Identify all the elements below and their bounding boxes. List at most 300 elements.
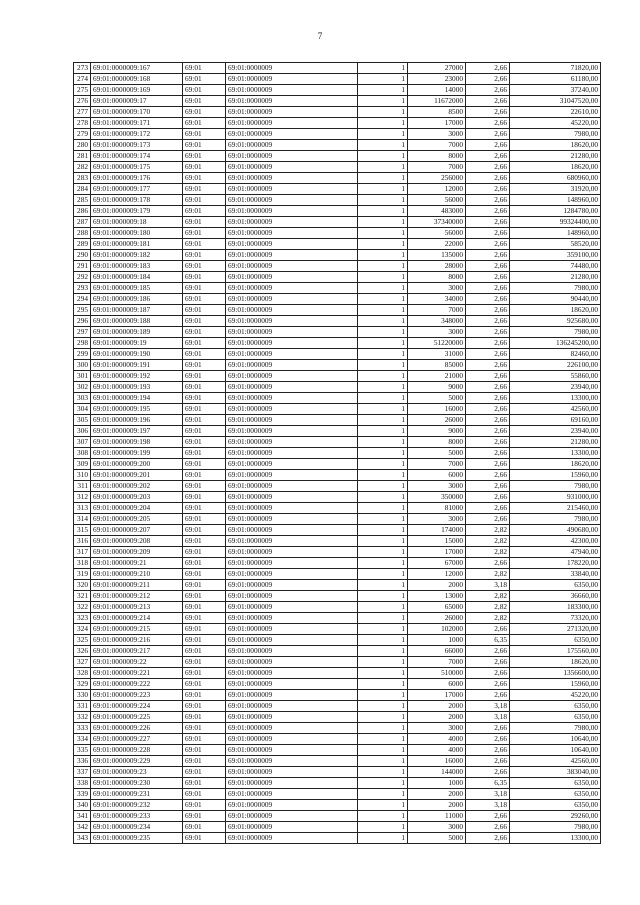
cadastral-value-cell: 18620,00 — [510, 657, 601, 668]
row-number-cell: 321 — [74, 591, 91, 602]
quarter-number-cell: 69:01:0000009 — [226, 800, 358, 811]
count-cell: 1 — [358, 360, 408, 371]
district-code-cell: 69:01 — [183, 701, 226, 712]
table-row — [74, 701, 601, 712]
table-row — [74, 305, 601, 316]
quarter-number-cell: 69:01:0000009 — [226, 393, 358, 404]
cadastral-value-cell: 10640,00 — [510, 734, 601, 745]
row-number-cell: 274 — [74, 74, 91, 85]
row-number-cell: 310 — [74, 470, 91, 481]
row-number-cell: 273 — [74, 63, 91, 74]
quarter-number-cell: 69:01:0000009 — [226, 96, 358, 107]
cadastral-number-cell: 69:01:0000009:205 — [91, 514, 183, 525]
cadastral-value-cell: 42300,00 — [510, 536, 601, 547]
quarter-number-cell: 69:01:0000009 — [226, 778, 358, 789]
district-code-cell: 69:01 — [183, 294, 226, 305]
district-code-cell: 69:01 — [183, 514, 226, 525]
cadastral-value-cell: 931000,00 — [510, 492, 601, 503]
row-number-cell: 311 — [74, 481, 91, 492]
district-code-cell: 69:01 — [183, 217, 226, 228]
area-cell: 6000 — [408, 470, 466, 481]
specific-value-cell: 2,66 — [466, 272, 510, 283]
quarter-number-cell: 69:01:0000009 — [226, 789, 358, 800]
quarter-number-cell: 69:01:0000009 — [226, 195, 358, 206]
area-cell: 8000 — [408, 437, 466, 448]
specific-value-cell: 2,66 — [466, 360, 510, 371]
cadastral-value-cell: 82460,00 — [510, 349, 601, 360]
cadastral-value-cell: 6350,00 — [510, 635, 601, 646]
specific-value-cell: 2,66 — [466, 371, 510, 382]
quarter-number-cell: 69:01:0000009 — [226, 272, 358, 283]
area-cell: 9000 — [408, 382, 466, 393]
specific-value-cell: 2,66 — [466, 459, 510, 470]
cadastral-number-cell: 69:01:0000009:194 — [91, 393, 183, 404]
table-row — [74, 195, 601, 206]
specific-value-cell: 2,82 — [466, 569, 510, 580]
area-cell: 65000 — [408, 602, 466, 613]
quarter-number-cell: 69:01:0000009 — [226, 184, 358, 195]
district-code-cell: 69:01 — [183, 437, 226, 448]
quarter-number-cell: 69:01:0000009 — [226, 371, 358, 382]
specific-value-cell: 2,66 — [466, 283, 510, 294]
row-number-cell: 283 — [74, 173, 91, 184]
district-code-cell: 69:01 — [183, 734, 226, 745]
area-cell: 12000 — [408, 569, 466, 580]
area-cell: 26000 — [408, 415, 466, 426]
table-row — [74, 800, 601, 811]
district-code-cell: 69:01 — [183, 349, 226, 360]
count-cell: 1 — [358, 668, 408, 679]
count-cell: 1 — [358, 547, 408, 558]
cadastral-number-cell: 69:01:0000009:200 — [91, 459, 183, 470]
cadastral-value-cell: 178220,00 — [510, 558, 601, 569]
cadastral-value-cell: 215460,00 — [510, 503, 601, 514]
row-number-cell: 328 — [74, 668, 91, 679]
area-cell: 7000 — [408, 459, 466, 470]
quarter-number-cell: 69:01:0000009 — [226, 734, 358, 745]
area-cell: 7000 — [408, 305, 466, 316]
quarter-number-cell: 69:01:0000009 — [226, 162, 358, 173]
count-cell: 1 — [358, 800, 408, 811]
district-code-cell: 69:01 — [183, 338, 226, 349]
quarter-number-cell: 69:01:0000009 — [226, 503, 358, 514]
cadastral-number-cell: 69:01:0000009:217 — [91, 646, 183, 657]
quarter-number-cell: 69:01:0000009 — [226, 437, 358, 448]
quarter-number-cell: 69:01:0000009 — [226, 283, 358, 294]
cadastral-number-cell: 69:01:0000009:215 — [91, 624, 183, 635]
table-row — [74, 613, 601, 624]
cadastral-number-cell: 69:01:0000009:175 — [91, 162, 183, 173]
table-row — [74, 250, 601, 261]
cadastral-value-cell: 6350,00 — [510, 580, 601, 591]
count-cell: 1 — [358, 338, 408, 349]
table-row — [74, 833, 601, 844]
quarter-number-cell: 69:01:0000009 — [226, 690, 358, 701]
row-number-cell: 298 — [74, 338, 91, 349]
table-row — [74, 415, 601, 426]
table-row — [74, 602, 601, 613]
quarter-number-cell: 69:01:0000009 — [226, 514, 358, 525]
area-cell: 66000 — [408, 646, 466, 657]
count-cell: 1 — [358, 767, 408, 778]
quarter-number-cell: 69:01:0000009 — [226, 470, 358, 481]
cadastral-number-cell: 69:01:0000009:184 — [91, 272, 183, 283]
cadastral-value-cell: 71820,00 — [510, 63, 601, 74]
row-number-cell: 339 — [74, 789, 91, 800]
cadastral-number-cell: 69:01:0000009:216 — [91, 635, 183, 646]
count-cell: 1 — [358, 591, 408, 602]
area-cell: 4000 — [408, 734, 466, 745]
district-code-cell: 69:01 — [183, 569, 226, 580]
table-row — [74, 723, 601, 734]
cadastral-number-cell: 69:01:0000009:223 — [91, 690, 183, 701]
quarter-number-cell: 69:01:0000009 — [226, 151, 358, 162]
count-cell: 1 — [358, 613, 408, 624]
row-number-cell: 284 — [74, 184, 91, 195]
count-cell: 1 — [358, 404, 408, 415]
specific-value-cell: 2,66 — [466, 217, 510, 228]
specific-value-cell: 2,66 — [466, 151, 510, 162]
district-code-cell: 69:01 — [183, 635, 226, 646]
specific-value-cell: 2,82 — [466, 525, 510, 536]
cadastral-number-cell: 69:01:0000009:176 — [91, 173, 183, 184]
row-number-cell: 292 — [74, 272, 91, 283]
area-cell: 27000 — [408, 63, 466, 74]
district-code-cell: 69:01 — [183, 261, 226, 272]
row-number-cell: 291 — [74, 261, 91, 272]
count-cell: 1 — [358, 811, 408, 822]
table-body — [74, 63, 601, 844]
table-row — [74, 437, 601, 448]
cadastral-number-cell: 69:01:0000009:234 — [91, 822, 183, 833]
table-row — [74, 712, 601, 723]
district-code-cell: 69:01 — [183, 833, 226, 844]
area-cell: 8000 — [408, 272, 466, 283]
count-cell: 1 — [358, 481, 408, 492]
cadastral-number-cell: 69:01:0000009:208 — [91, 536, 183, 547]
cadastral-number-cell: 69:01:0000009:228 — [91, 745, 183, 756]
area-cell: 2000 — [408, 712, 466, 723]
cadastral-value-cell: 90440,00 — [510, 294, 601, 305]
cadastral-value-cell: 175560,00 — [510, 646, 601, 657]
table-row — [74, 96, 601, 107]
cadastral-value-cell: 47940,00 — [510, 547, 601, 558]
district-code-cell: 69:01 — [183, 129, 226, 140]
table-row — [74, 107, 601, 118]
quarter-number-cell: 69:01:0000009 — [226, 536, 358, 547]
district-code-cell: 69:01 — [183, 459, 226, 470]
cadastral-number-cell: 69:01:0000009:195 — [91, 404, 183, 415]
area-cell: 7000 — [408, 657, 466, 668]
area-cell: 3000 — [408, 514, 466, 525]
district-code-cell: 69:01 — [183, 63, 226, 74]
district-code-cell: 69:01 — [183, 536, 226, 547]
count-cell: 1 — [358, 426, 408, 437]
district-code-cell: 69:01 — [183, 184, 226, 195]
cadastral-value-cell: 7980,00 — [510, 514, 601, 525]
count-cell: 1 — [358, 118, 408, 129]
table-row — [74, 118, 601, 129]
cadastral-number-cell: 69:01:0000009:230 — [91, 778, 183, 789]
specific-value-cell: 2,82 — [466, 602, 510, 613]
district-code-cell: 69:01 — [183, 305, 226, 316]
row-number-cell: 325 — [74, 635, 91, 646]
area-cell: 22000 — [408, 239, 466, 250]
table-row — [74, 162, 601, 173]
table-row — [74, 822, 601, 833]
quarter-number-cell: 69:01:0000009 — [226, 745, 358, 756]
row-number-cell: 320 — [74, 580, 91, 591]
cadastral-value-cell: 7980,00 — [510, 723, 601, 734]
count-cell: 1 — [358, 96, 408, 107]
area-cell: 28000 — [408, 261, 466, 272]
district-code-cell: 69:01 — [183, 602, 226, 613]
quarter-number-cell: 69:01:0000009 — [226, 74, 358, 85]
district-code-cell: 69:01 — [183, 723, 226, 734]
specific-value-cell: 2,66 — [466, 481, 510, 492]
specific-value-cell: 2,82 — [466, 536, 510, 547]
quarter-number-cell: 69:01:0000009 — [226, 811, 358, 822]
district-code-cell: 69:01 — [183, 382, 226, 393]
district-code-cell: 69:01 — [183, 679, 226, 690]
specific-value-cell: 3,18 — [466, 712, 510, 723]
area-cell: 135000 — [408, 250, 466, 261]
table-row — [74, 668, 601, 679]
area-cell: 256000 — [408, 173, 466, 184]
specific-value-cell: 2,66 — [466, 679, 510, 690]
table-row — [74, 778, 601, 789]
cadastral-number-cell: 69:01:0000009:212 — [91, 591, 183, 602]
table-row — [74, 767, 601, 778]
row-number-cell: 319 — [74, 569, 91, 580]
specific-value-cell: 6,35 — [466, 635, 510, 646]
table-row — [74, 646, 601, 657]
quarter-number-cell: 69:01:0000009 — [226, 63, 358, 74]
count-cell: 1 — [358, 756, 408, 767]
specific-value-cell: 2,66 — [466, 239, 510, 250]
district-code-cell: 69:01 — [183, 525, 226, 536]
cadastral-number-cell: 69:01:0000009:231 — [91, 789, 183, 800]
specific-value-cell: 3,18 — [466, 789, 510, 800]
row-number-cell: 299 — [74, 349, 91, 360]
area-cell: 3000 — [408, 283, 466, 294]
quarter-number-cell: 69:01:0000009 — [226, 294, 358, 305]
row-number-cell: 313 — [74, 503, 91, 514]
cadastral-value-cell: 58520,00 — [510, 239, 601, 250]
row-number-cell: 278 — [74, 118, 91, 129]
quarter-number-cell: 69:01:0000009 — [226, 415, 358, 426]
cadastral-value-cell: 13300,00 — [510, 448, 601, 459]
quarter-number-cell: 69:01:0000009 — [226, 250, 358, 261]
count-cell: 1 — [358, 580, 408, 591]
quarter-number-cell: 69:01:0000009 — [226, 404, 358, 415]
cadastral-number-cell: 69:01:0000009:17 — [91, 96, 183, 107]
count-cell: 1 — [358, 217, 408, 228]
cadastral-value-cell: 42560,00 — [510, 756, 601, 767]
district-code-cell: 69:01 — [183, 778, 226, 789]
area-cell: 3000 — [408, 327, 466, 338]
specific-value-cell: 2,66 — [466, 63, 510, 74]
cadastral-value-cell: 73320,00 — [510, 613, 601, 624]
row-number-cell: 286 — [74, 206, 91, 217]
quarter-number-cell: 69:01:0000009 — [226, 173, 358, 184]
specific-value-cell: 2,66 — [466, 745, 510, 756]
area-cell: 2000 — [408, 789, 466, 800]
row-number-cell: 288 — [74, 228, 91, 239]
count-cell: 1 — [358, 327, 408, 338]
row-number-cell: 307 — [74, 437, 91, 448]
count-cell: 1 — [358, 415, 408, 426]
row-number-cell: 343 — [74, 833, 91, 844]
district-code-cell: 69:01 — [183, 470, 226, 481]
district-code-cell: 69:01 — [183, 371, 226, 382]
area-cell: 85000 — [408, 360, 466, 371]
cadastral-number-cell: 69:01:0000009:226 — [91, 723, 183, 734]
cadastral-number-cell: 69:01:0000009:209 — [91, 547, 183, 558]
count-cell: 1 — [358, 646, 408, 657]
table-row — [74, 129, 601, 140]
count-cell: 1 — [358, 624, 408, 635]
count-cell: 1 — [358, 437, 408, 448]
area-cell: 51220000 — [408, 338, 466, 349]
row-number-cell: 305 — [74, 415, 91, 426]
district-code-cell: 69:01 — [183, 712, 226, 723]
row-number-cell: 300 — [74, 360, 91, 371]
row-number-cell: 309 — [74, 459, 91, 470]
table-row — [74, 756, 601, 767]
quarter-number-cell: 69:01:0000009 — [226, 228, 358, 239]
count-cell: 1 — [358, 195, 408, 206]
cadastral-value-cell: 6350,00 — [510, 800, 601, 811]
table-row — [74, 547, 601, 558]
area-cell: 13000 — [408, 591, 466, 602]
count-cell: 1 — [358, 140, 408, 151]
count-cell: 1 — [358, 228, 408, 239]
count-cell: 1 — [358, 305, 408, 316]
district-code-cell: 69:01 — [183, 107, 226, 118]
table-row — [74, 734, 601, 745]
specific-value-cell: 2,66 — [466, 382, 510, 393]
cadastral-value-cell: 359100,00 — [510, 250, 601, 261]
count-cell: 1 — [358, 635, 408, 646]
cadastral-value-cell: 10640,00 — [510, 745, 601, 756]
cadastral-number-cell: 69:01:0000009:204 — [91, 503, 183, 514]
district-code-cell: 69:01 — [183, 96, 226, 107]
cadastral-number-cell: 69:01:0000009:180 — [91, 228, 183, 239]
area-cell: 3000 — [408, 822, 466, 833]
district-code-cell: 69:01 — [183, 756, 226, 767]
cadastral-value-cell: 45220,00 — [510, 118, 601, 129]
count-cell: 1 — [358, 690, 408, 701]
row-number-cell: 282 — [74, 162, 91, 173]
quarter-number-cell: 69:01:0000009 — [226, 360, 358, 371]
count-cell: 1 — [358, 470, 408, 481]
quarter-number-cell: 69:01:0000009 — [226, 591, 358, 602]
row-number-cell: 285 — [74, 195, 91, 206]
table-row — [74, 426, 601, 437]
count-cell: 1 — [358, 492, 408, 503]
area-cell: 2000 — [408, 701, 466, 712]
specific-value-cell: 6,35 — [466, 778, 510, 789]
table-row — [74, 184, 601, 195]
area-cell: 81000 — [408, 503, 466, 514]
count-cell: 1 — [358, 679, 408, 690]
cadastral-value-cell: 7980,00 — [510, 283, 601, 294]
area-cell: 348000 — [408, 316, 466, 327]
quarter-number-cell: 69:01:0000009 — [226, 525, 358, 536]
count-cell: 1 — [358, 63, 408, 74]
count-cell: 1 — [358, 558, 408, 569]
row-number-cell: 340 — [74, 800, 91, 811]
count-cell: 1 — [358, 789, 408, 800]
area-cell: 7000 — [408, 162, 466, 173]
table-row — [74, 536, 601, 547]
quarter-number-cell: 69:01:0000009 — [226, 569, 358, 580]
specific-value-cell: 2,66 — [466, 129, 510, 140]
specific-value-cell: 2,66 — [466, 833, 510, 844]
area-cell: 34000 — [408, 294, 466, 305]
row-number-cell: 280 — [74, 140, 91, 151]
area-cell: 1000 — [408, 635, 466, 646]
cadastral-value-cell: 74480,00 — [510, 261, 601, 272]
cadastral-value-cell: 31920,00 — [510, 184, 601, 195]
cadastral-number-cell: 69:01:0000009:193 — [91, 382, 183, 393]
area-cell: 9000 — [408, 426, 466, 437]
quarter-number-cell: 69:01:0000009 — [226, 85, 358, 96]
row-number-cell: 312 — [74, 492, 91, 503]
row-number-cell: 324 — [74, 624, 91, 635]
quarter-number-cell: 69:01:0000009 — [226, 327, 358, 338]
district-code-cell: 69:01 — [183, 228, 226, 239]
count-cell: 1 — [358, 85, 408, 96]
table-row — [74, 360, 601, 371]
row-number-cell: 276 — [74, 96, 91, 107]
district-code-cell: 69:01 — [183, 767, 226, 778]
quarter-number-cell: 69:01:0000009 — [226, 261, 358, 272]
specific-value-cell: 3,18 — [466, 800, 510, 811]
cadastral-value-cell: 18620,00 — [510, 305, 601, 316]
area-cell: 12000 — [408, 184, 466, 195]
district-code-cell: 69:01 — [183, 745, 226, 756]
cadastral-number-cell: 69:01:0000009:201 — [91, 470, 183, 481]
district-code-cell: 69:01 — [183, 503, 226, 514]
table-row — [74, 239, 601, 250]
cadastral-value-cell: 148960,00 — [510, 228, 601, 239]
quarter-number-cell: 69:01:0000009 — [226, 701, 358, 712]
row-number-cell: 301 — [74, 371, 91, 382]
count-cell: 1 — [358, 294, 408, 305]
cadastral-value-cell: 42560,00 — [510, 404, 601, 415]
cadastral-number-cell: 69:01:0000009:23 — [91, 767, 183, 778]
cadastral-number-cell: 69:01:0000009:227 — [91, 734, 183, 745]
row-number-cell: 308 — [74, 448, 91, 459]
area-cell: 21000 — [408, 371, 466, 382]
cadastral-number-cell: 69:01:0000009:186 — [91, 294, 183, 305]
area-cell: 174000 — [408, 525, 466, 536]
district-code-cell: 69:01 — [183, 85, 226, 96]
area-cell: 8500 — [408, 107, 466, 118]
count-cell: 1 — [358, 393, 408, 404]
cadastral-value-cell: 136245200,00 — [510, 338, 601, 349]
district-code-cell: 69:01 — [183, 822, 226, 833]
table-row — [74, 371, 601, 382]
area-cell: 17000 — [408, 118, 466, 129]
row-number-cell: 334 — [74, 734, 91, 745]
cadastral-value-cell: 23940,00 — [510, 382, 601, 393]
specific-value-cell: 2,66 — [466, 162, 510, 173]
area-cell: 16000 — [408, 756, 466, 767]
row-number-cell: 342 — [74, 822, 91, 833]
